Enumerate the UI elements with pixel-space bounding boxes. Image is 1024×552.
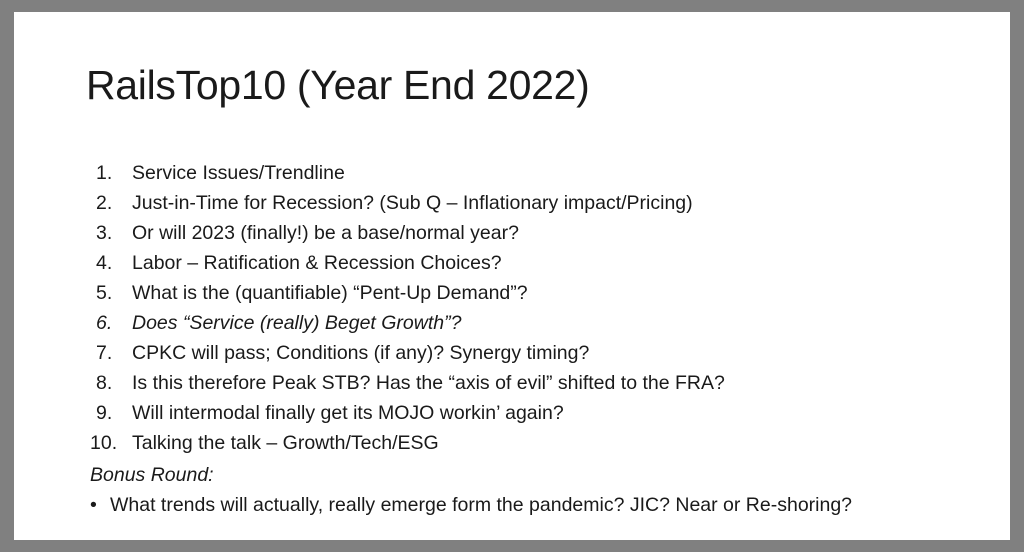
list-item-number: 2. <box>96 192 113 214</box>
list-item <box>86 428 966 458</box>
list-item-text: Will intermodal finally get its MOJO workin’ again? <box>132 402 564 424</box>
list-item-number: 10. <box>90 432 118 454</box>
list-item-text: What is the (quantifiable) “Pent-Up Demand”? <box>132 282 528 304</box>
list-item-text: Talking the talk – Growth/Tech/ESG <box>132 432 439 454</box>
list-item-number: 9. <box>96 402 113 424</box>
bullet-icon: • <box>90 494 97 516</box>
list-item-text: Labor – Ratification & Recession Choices? <box>132 252 502 274</box>
slide-canvas <box>14 12 1010 540</box>
list-item <box>86 188 966 218</box>
bonus-round-text: What trends will actually, really emerge form the pandemic? JIC? Near or Re-shoring? <box>110 494 853 516</box>
list-item-text: Service Issues/Trendline <box>132 162 345 184</box>
list-item <box>86 398 966 428</box>
list-item <box>86 338 966 368</box>
list-item-number: 7. <box>96 342 113 364</box>
list-item <box>86 158 966 188</box>
list-item-text: Or will 2023 (finally!) be a base/normal year? <box>132 222 519 244</box>
list-item <box>86 248 966 278</box>
list-item <box>86 308 966 338</box>
list-item-text: Does “Service (really) Beget Growth”? <box>132 312 462 334</box>
list-item-number: 5. <box>96 282 113 304</box>
list-item-text: Just-in-Time for Recession? (Sub Q – Inflationary impact/Pricing) <box>132 192 693 214</box>
list-item <box>86 278 966 308</box>
list-item-number: 6. <box>96 312 113 334</box>
list-item-number: 8. <box>96 372 113 394</box>
bonus-round-item <box>86 490 966 520</box>
list-item <box>86 368 966 398</box>
list-item-text: CPKC will pass; Conditions (if any)? Synergy timing? <box>132 342 590 364</box>
numbered-list <box>86 158 966 520</box>
list-item-text: Is this therefore Peak STB? Has the “axis of evil” shifted to the FRA? <box>132 372 725 394</box>
page-title: RailsTop10 (Year End 2022) <box>86 62 590 108</box>
list-item-number: 4. <box>96 252 113 274</box>
list-item-number: 1. <box>96 162 113 184</box>
list-item-number: 3. <box>96 222 113 244</box>
list-item <box>86 218 966 248</box>
bonus-round-label: Bonus Round: <box>90 464 214 486</box>
